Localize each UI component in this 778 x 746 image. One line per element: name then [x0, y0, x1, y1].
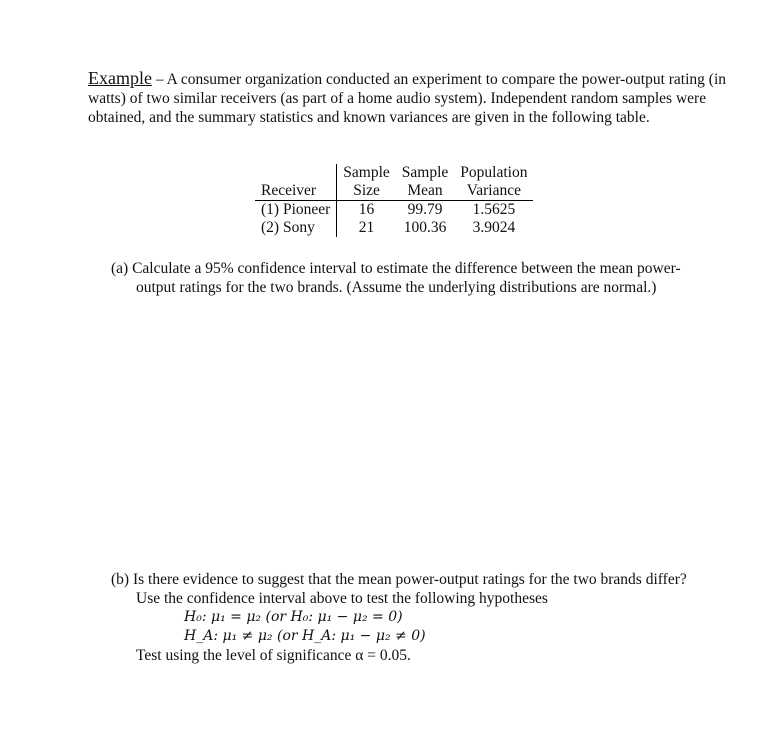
question-a-line2: output ratings for the two brands. (Assume the underlying distributions are normal.): [136, 279, 657, 296]
example-label: Example: [88, 68, 152, 88]
row-0-receiver: (1) Pioneer: [255, 201, 337, 220]
alternative-hypothesis: H_A: μ₁ ≠ μ₂ (or H_A: μ₁ − μ₂ ≠ 0): [184, 628, 426, 644]
table-header-row-top: [255, 164, 533, 182]
example-dash: –: [151, 71, 167, 88]
header-bottom-2: Mean: [396, 182, 455, 201]
row-1-mean: 100.36: [403, 219, 447, 236]
question-b-label: (b): [111, 571, 130, 588]
header-bottom-0: Receiver: [255, 182, 337, 201]
table-header-row-bottom: [255, 182, 533, 201]
header-top-2: Sample: [401, 164, 449, 181]
row-1-size: 21: [358, 219, 375, 236]
question-b: [111, 570, 721, 665]
question-a-label: (a): [111, 260, 129, 277]
header-top-1: Sample: [343, 164, 390, 181]
table-row: [255, 201, 533, 220]
table-row: [255, 219, 533, 237]
question-b-line3: Test using the level of significance α = 0.05.: [136, 647, 411, 664]
header-top-3: Population: [460, 164, 528, 181]
null-hypothesis: H₀: μ₁ = μ₂ (or H₀: μ₁ − μ₂ = 0): [184, 609, 403, 625]
row-0-size: 16: [358, 201, 375, 218]
intro-paragraph: [88, 69, 728, 127]
intro-text: A consumer organization conducted an experiment to compare the power-output rating (in watts) of two similar receivers (as part of a home audio system). Independent random samples were obtained, and the summary statistics and known variances are given in the following table.: [88, 71, 727, 126]
header-bottom-1: Size: [337, 182, 396, 201]
header-bottom-3: Variance: [454, 182, 533, 201]
row-0-mean: 99.79: [407, 201, 443, 218]
question-a-line1: Calculate a 95% confidence interval to estimate the difference between the mean power-: [132, 260, 681, 277]
header-top-0: [255, 164, 337, 182]
summary-table: [255, 164, 533, 237]
row-1-receiver: (2) Sony: [255, 219, 337, 237]
row-1-variance: 3.9024: [472, 219, 516, 236]
question-b-line1: Is there evidence to suggest that the mean power-output ratings for the two brands differ?: [132, 571, 687, 588]
question-a: [111, 259, 721, 297]
row-0-variance: 1.5625: [472, 201, 516, 218]
question-b-line2: Use the confidence interval above to test the following hypotheses: [136, 590, 548, 607]
